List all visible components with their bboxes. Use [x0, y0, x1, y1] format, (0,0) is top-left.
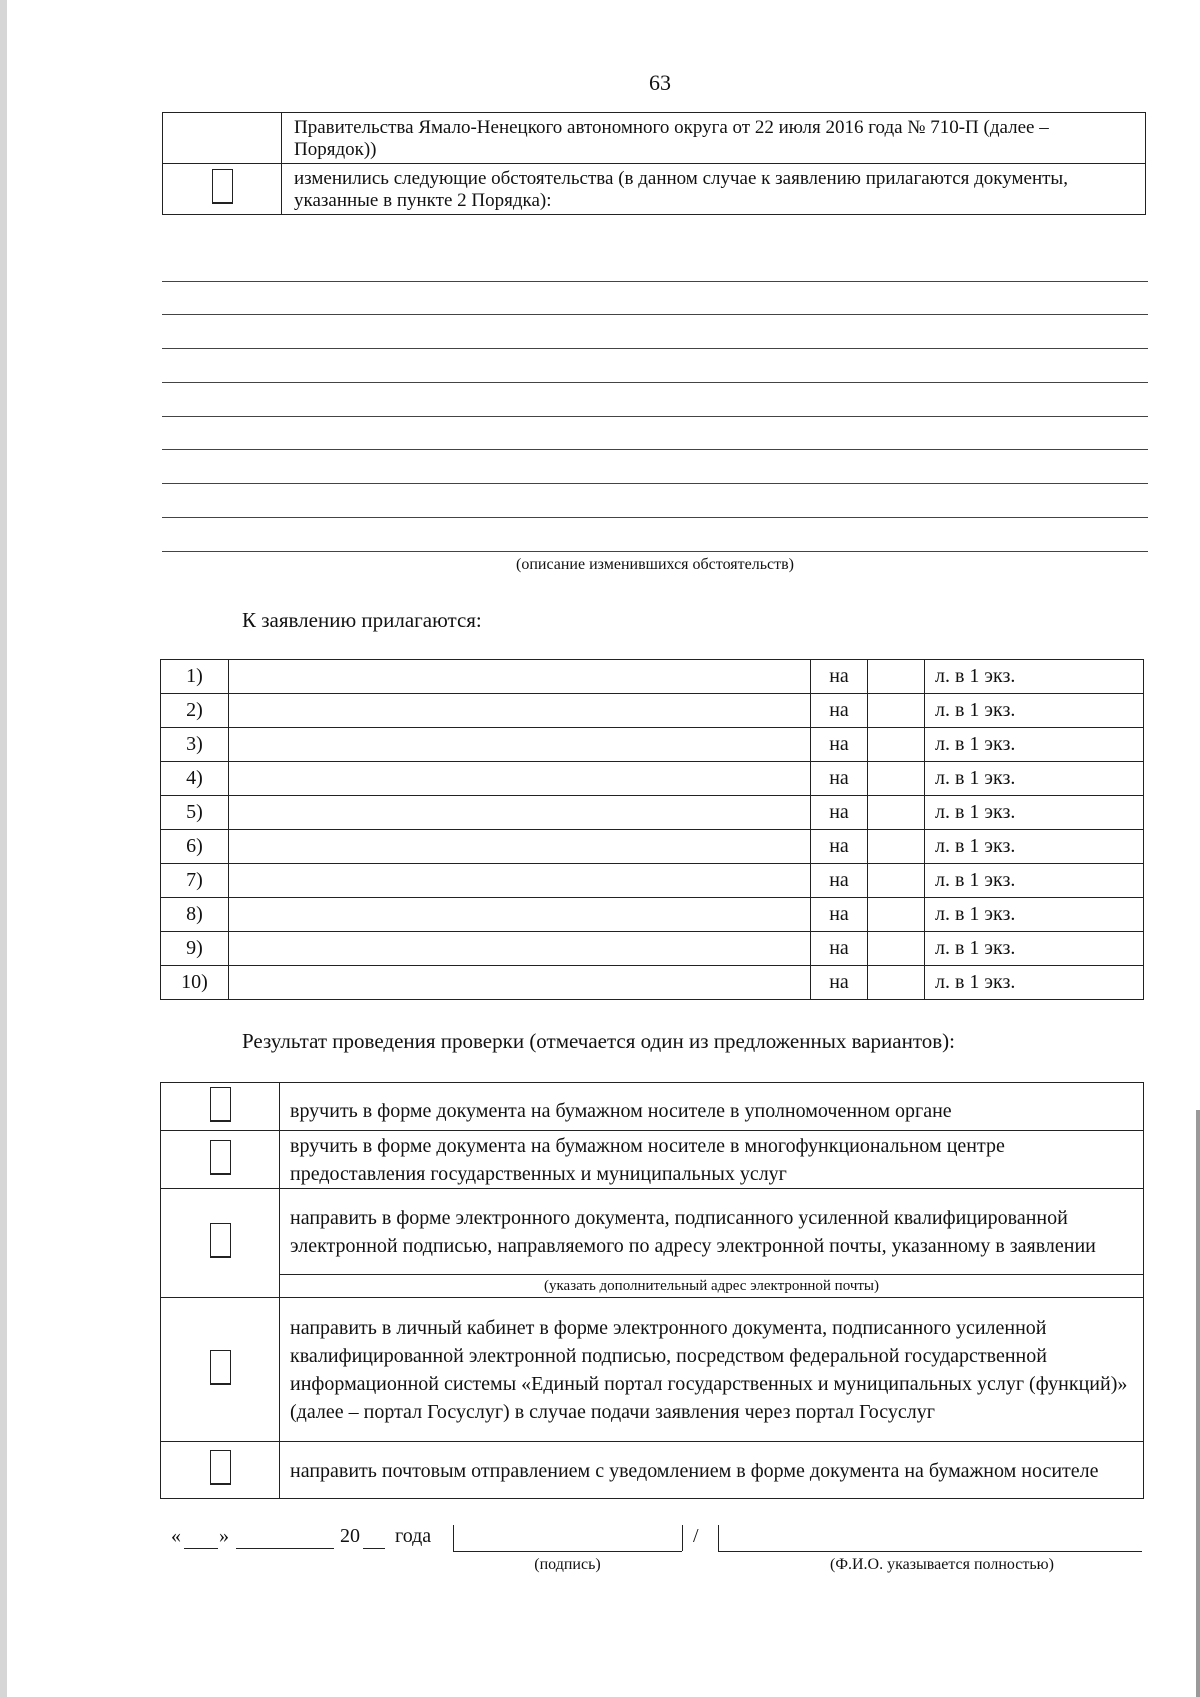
signature-caption: (подпись) — [534, 1556, 601, 1573]
option-mfc-checkbox[interactable] — [210, 1140, 231, 1175]
na-label: на — [811, 660, 868, 694]
circumstances-changed-text: изменились следующие обстоятельства (в данном случае к заявлению прилагаются документы, указанные в пункте 2 Порядка): — [282, 164, 1146, 215]
checkbox-cell — [161, 1298, 280, 1442]
sheet-count-field[interactable] — [868, 796, 925, 830]
result-options-table — [160, 1082, 1144, 1499]
row-number: 6) — [161, 830, 229, 864]
attachment-name-field[interactable] — [229, 898, 811, 932]
day-field[interactable] — [184, 1548, 218, 1549]
row-number: 2) — [161, 694, 229, 728]
table-row — [161, 1131, 1144, 1189]
na-label: на — [811, 762, 868, 796]
result-heading: Результат проведения проверки (отмечается один из предложенных вариантов): — [242, 1029, 955, 1053]
na-label: на — [811, 966, 868, 1000]
option-email-checkbox[interactable] — [210, 1223, 231, 1258]
date-quote-close: » — [219, 1525, 229, 1547]
description-caption: (описание изменившихся обстоятельств) — [516, 556, 794, 573]
copies-label: л. в 1 экз. — [925, 762, 1144, 796]
na-label: на — [811, 728, 868, 762]
sheet-count-field[interactable] — [868, 728, 925, 762]
row-number: 9) — [161, 932, 229, 966]
sheet-count-field[interactable] — [868, 898, 925, 932]
attachments-table — [160, 659, 1144, 1000]
email-caption[interactable]: (указать дополнительный адрес электронной почты) — [280, 1275, 1144, 1298]
signature-field[interactable] — [453, 1551, 682, 1552]
name-bracket-left — [718, 1525, 719, 1551]
attachment-name-field[interactable] — [229, 966, 811, 1000]
row-number: 1) — [161, 660, 229, 694]
na-label: на — [811, 864, 868, 898]
attachment-name-field[interactable] — [229, 762, 811, 796]
table-row — [161, 762, 1144, 796]
full-name-field[interactable] — [718, 1551, 1142, 1552]
row-number: 5) — [161, 796, 229, 830]
table-row — [161, 796, 1144, 830]
table-row — [161, 966, 1144, 1000]
page-number: 63 — [649, 70, 671, 95]
table-row — [161, 660, 1144, 694]
table-row — [161, 864, 1144, 898]
sheet-count-field[interactable] — [868, 762, 925, 796]
sheet-count-field[interactable] — [868, 932, 925, 966]
attachments-heading: К заявлению прилагаются: — [242, 608, 482, 632]
table-row — [161, 830, 1144, 864]
copies-label: л. в 1 экз. — [925, 932, 1144, 966]
order-reference-text: Правительства Ямало-Ненецкого автономного округа от 22 июля 2016 года № 710-П (далее – Порядок)) — [282, 113, 1146, 164]
description-line-3[interactable] — [162, 348, 1148, 349]
copies-label: л. в 1 экз. — [925, 660, 1144, 694]
year-word: года — [395, 1525, 432, 1547]
attachment-name-field[interactable] — [229, 728, 811, 762]
na-label: на — [811, 830, 868, 864]
checkbox-cell — [161, 1131, 280, 1189]
row-number: 10) — [161, 966, 229, 1000]
attachment-name-field[interactable] — [229, 694, 811, 728]
description-line-4[interactable] — [162, 382, 1148, 383]
option-post-checkbox[interactable] — [210, 1450, 231, 1485]
table-row — [161, 898, 1144, 932]
na-label: на — [811, 694, 868, 728]
date-quote-open: « — [171, 1525, 181, 1547]
table-row — [161, 728, 1144, 762]
table-row — [161, 932, 1144, 966]
option-email-text: направить в форме электронного документа, подписанного усиленной квалифицированной электронной подписью, направляемого по адресу электронной почты, указанному в заявлении — [280, 1189, 1144, 1275]
table-row — [163, 164, 1146, 215]
scan-edge-left — [0, 0, 7, 1697]
month-field[interactable] — [236, 1548, 334, 1549]
sheet-count-field[interactable] — [868, 694, 925, 728]
sheet-count-field[interactable] — [868, 660, 925, 694]
description-line-8[interactable] — [162, 517, 1148, 518]
copies-label: л. в 1 экз. — [925, 728, 1144, 762]
option-mfc-text: вручить в форме документа на бумажном носителе в многофункциональном центре предоставления государственных и муниципальных услуг — [280, 1131, 1144, 1189]
row-number: 8) — [161, 898, 229, 932]
table-row — [163, 113, 1146, 164]
empty-cell — [163, 113, 282, 164]
attachment-name-field[interactable] — [229, 796, 811, 830]
option-gosuslugi-text: направить в личный кабинет в форме электронного документа, подписанного усиленной квалифицированной электронной подписью, посредством федеральной государственной информационной системы «Единый портал государственных и муниципальных услуг (функций)» (далее – портал Госуслуг) в случае подачи заявления через портал Госуслуг — [280, 1298, 1144, 1442]
option-authority-checkbox[interactable] — [210, 1087, 231, 1122]
circumstances-table — [162, 112, 1146, 215]
attachment-name-field[interactable] — [229, 830, 811, 864]
na-label: на — [811, 932, 868, 966]
attachment-name-field[interactable] — [229, 864, 811, 898]
checkbox-cell — [163, 164, 282, 215]
checkbox-cell — [161, 1083, 280, 1131]
description-line-7[interactable] — [162, 483, 1148, 484]
copies-label: л. в 1 экз. — [925, 694, 1144, 728]
na-label: на — [811, 796, 868, 830]
checkbox-cell — [161, 1442, 280, 1499]
na-label: на — [811, 898, 868, 932]
description-line-9[interactable] — [162, 551, 1148, 552]
year-field[interactable] — [363, 1548, 385, 1549]
table-row — [161, 1275, 1144, 1298]
sheet-count-field[interactable] — [868, 830, 925, 864]
sheet-count-field[interactable] — [868, 966, 925, 1000]
signature-bracket-right — [682, 1525, 683, 1551]
row-number: 4) — [161, 762, 229, 796]
circumstances-changed-checkbox[interactable] — [212, 169, 233, 204]
signature-bracket-left — [453, 1525, 454, 1551]
row-number: 3) — [161, 728, 229, 762]
description-line-6[interactable] — [162, 449, 1148, 450]
copies-label: л. в 1 экз. — [925, 864, 1144, 898]
row-number: 7) — [161, 864, 229, 898]
sheet-count-field[interactable] — [868, 864, 925, 898]
full-name-caption: (Ф.И.О. указывается полностью) — [830, 1556, 1054, 1573]
copies-label: л. в 1 экз. — [925, 898, 1144, 932]
table-row — [161, 1083, 1144, 1131]
attachment-name-field[interactable] — [229, 660, 811, 694]
description-line-1[interactable] — [162, 281, 1148, 282]
description-line-2[interactable] — [162, 314, 1148, 315]
copies-label: л. в 1 экз. — [925, 796, 1144, 830]
option-post-text: направить почтовым отправлением с уведомлением в форме документа на бумажном носителе — [280, 1442, 1144, 1499]
table-row — [161, 1298, 1144, 1442]
copies-label: л. в 1 экз. — [925, 830, 1144, 864]
option-gosuslugi-checkbox[interactable] — [210, 1350, 231, 1385]
option-authority-text: вручить в форме документа на бумажном носителе в уполномоченном органе — [280, 1083, 1144, 1131]
table-row — [161, 1189, 1144, 1275]
copies-label: л. в 1 экз. — [925, 966, 1144, 1000]
checkbox-cell — [161, 1189, 280, 1298]
scan-edge-right — [1196, 1110, 1200, 1697]
table-row — [161, 694, 1144, 728]
signature-slash: / — [693, 1525, 699, 1547]
table-row — [161, 1442, 1144, 1499]
attachment-name-field[interactable] — [229, 932, 811, 966]
description-line-5[interactable] — [162, 416, 1148, 417]
year-prefix: 20 — [340, 1525, 360, 1547]
